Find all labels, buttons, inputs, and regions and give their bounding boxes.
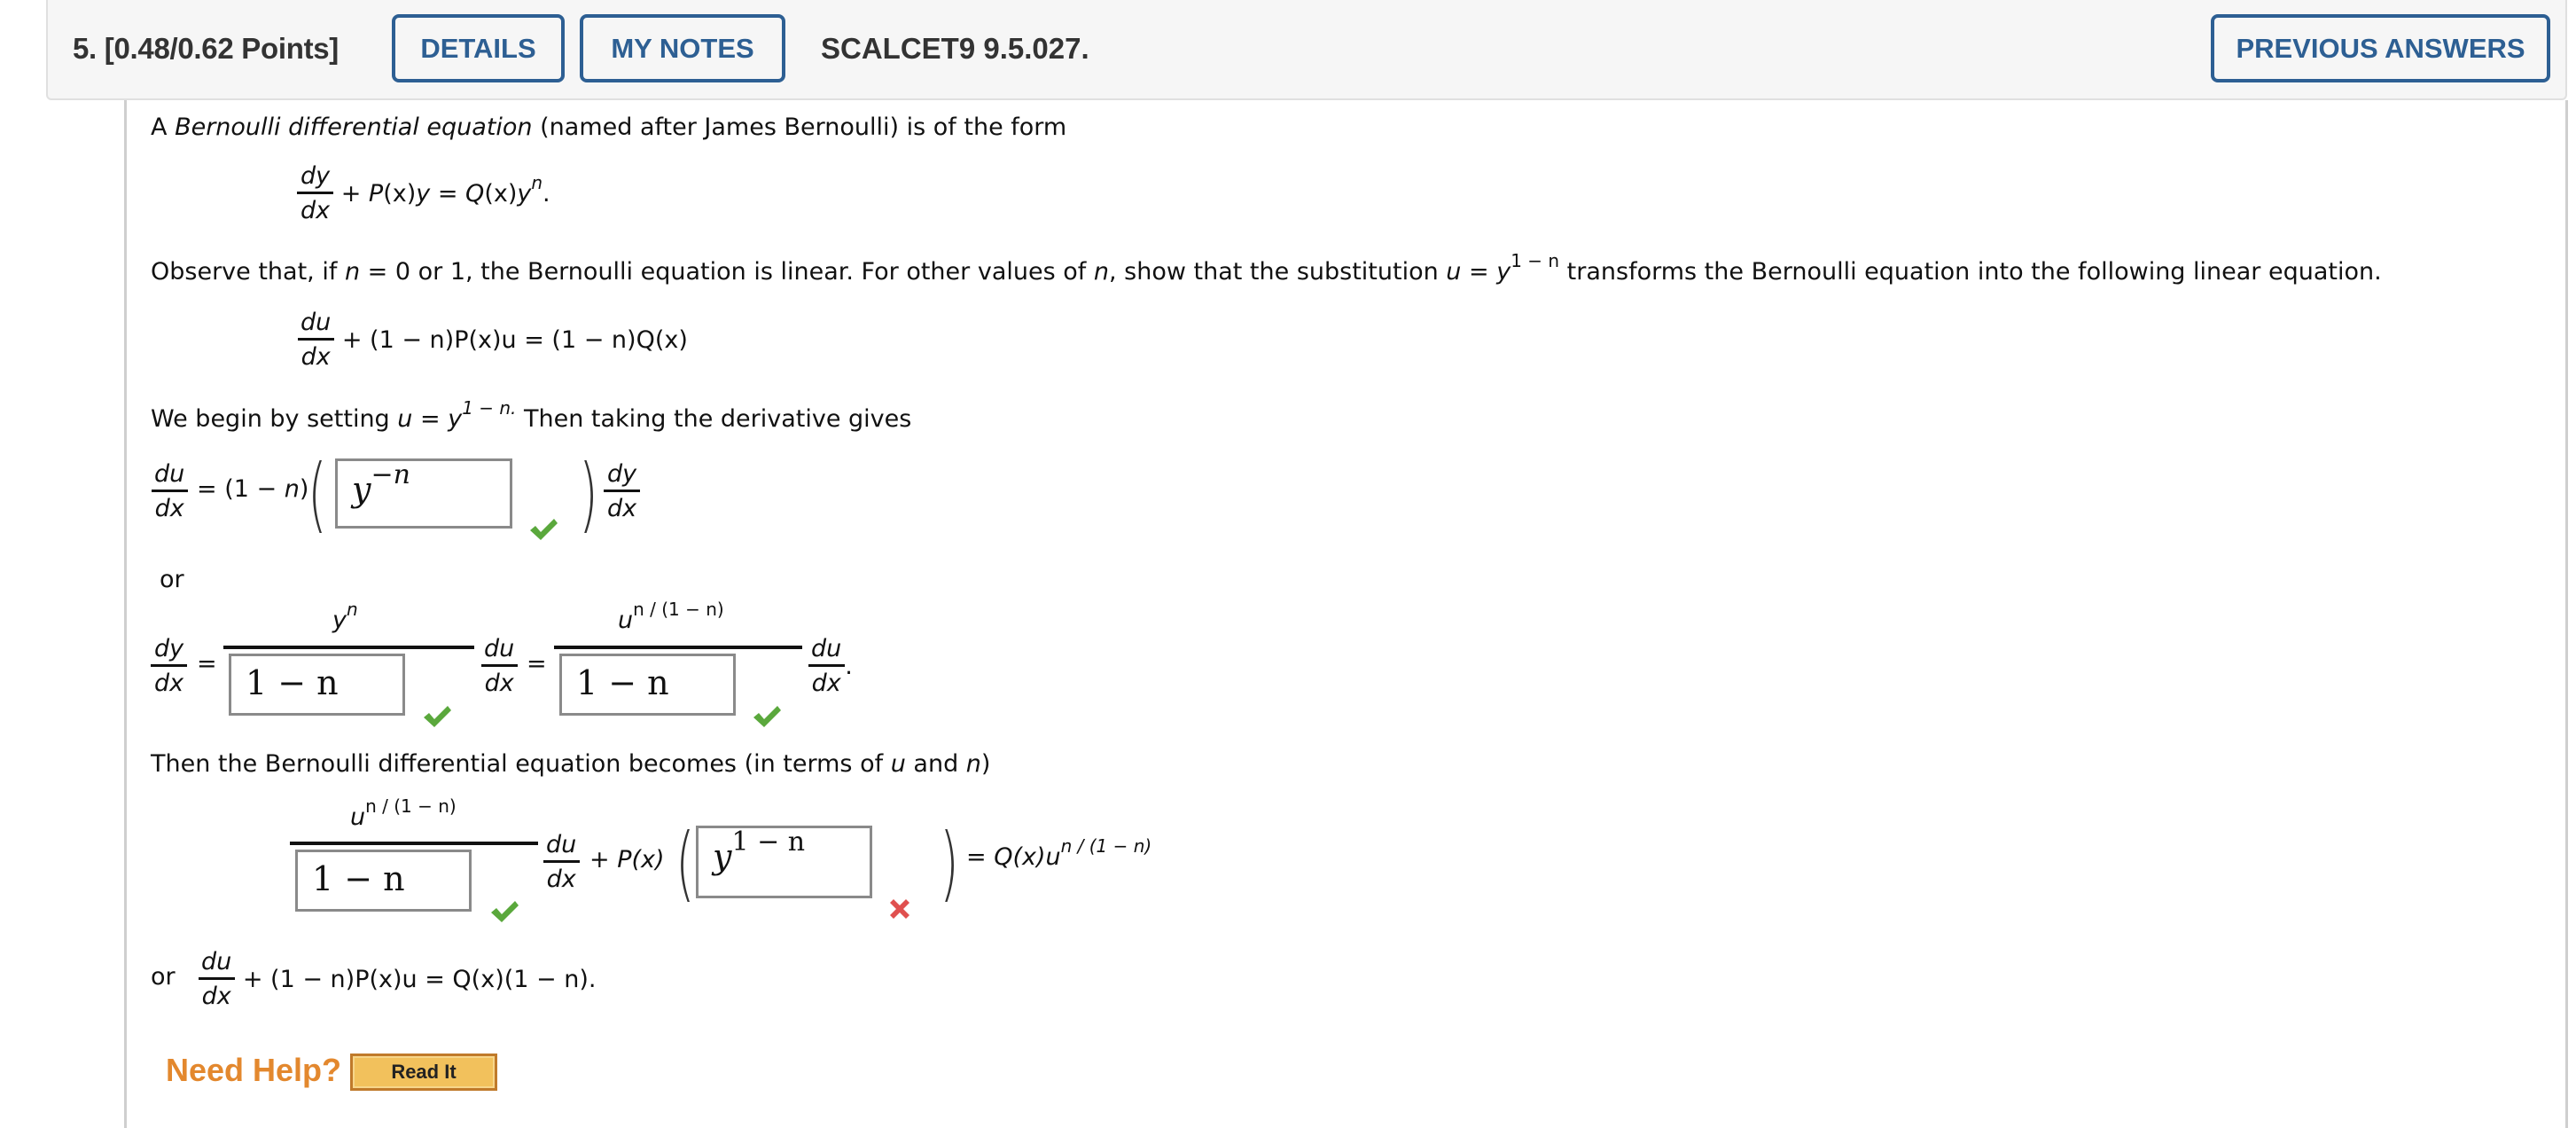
fraction-du-dx: $\frac{du}{dx}$ bbox=[480, 634, 518, 701]
open-paren: ( bbox=[308, 447, 327, 542]
derivative-lhs: $\frac{du}{dx}$ bbox=[151, 459, 188, 526]
close-paren: ) bbox=[940, 816, 959, 911]
term-bernoulli: Bernoulli differential equation bbox=[175, 114, 533, 141]
checkmark-icon bbox=[528, 516, 558, 543]
details-button[interactable]: DETAILS bbox=[392, 14, 565, 82]
checkmark-icon bbox=[489, 898, 519, 925]
content-border-right bbox=[2565, 100, 2568, 1128]
big-equation-rhs: = $Q(x)u^{n / (1 - n)}$ bbox=[966, 835, 1152, 871]
derivative-mid: = (1 − n) bbox=[197, 475, 309, 503]
cross-icon bbox=[886, 896, 913, 922]
setting-paragraph: We begin by setting $u = y^{1 - n.}$ Then taking the derivative gives bbox=[151, 397, 912, 433]
answer-input-4[interactable]: 1 − n bbox=[295, 850, 472, 912]
checkmark-icon bbox=[422, 703, 452, 730]
fraction-du-dx: $\frac{du}{dx}$ bbox=[297, 308, 334, 374]
numerator-y-n: $y^n$ bbox=[332, 599, 358, 634]
linear-equation: $\frac{du}{dx}$ + (1 − n)P(x)u = (1 − n)Q(x) bbox=[297, 308, 688, 374]
bernoulli-equation: $\frac{dy}{dx}$ + $P(x)y = Q(x)y^n$. bbox=[297, 161, 550, 228]
becomes-paragraph: Then the Bernoulli differential equation becomes (in terms of u and n) bbox=[151, 750, 991, 778]
fraction-bar bbox=[223, 646, 474, 649]
fraction-bar bbox=[554, 646, 802, 649]
checkmark-icon bbox=[752, 703, 782, 730]
equals: = bbox=[197, 650, 217, 678]
observe-paragraph: Observe that, if n = 0 or 1, the Bernoulli equation is linear. For other values of n, show that the substitution $u = y^{1 - n}$ transforms the Bernoulli equation into the following linear equation. bbox=[151, 250, 2382, 286]
or-label: or bbox=[151, 963, 176, 991]
read-it-button[interactable]: Read It bbox=[350, 1054, 497, 1091]
text: A bbox=[151, 114, 176, 141]
content-border-left bbox=[124, 100, 127, 1128]
need-help-label: Need Help? bbox=[166, 1052, 342, 1088]
fraction-bar bbox=[290, 842, 538, 845]
final-equation: $\frac{du}{dx}$ + (1 − n)P(x)u = Q(x)(1 − n). bbox=[198, 947, 596, 1014]
numerator-u-power: $u^{n / (1 - n)}$ bbox=[618, 599, 724, 634]
or-label: or bbox=[160, 566, 184, 593]
problem-code: SCALCET9 9.5.027. bbox=[821, 32, 1089, 65]
text: (named after James Bernoulli) is of the form bbox=[532, 114, 1067, 141]
fraction-du-dx: $\frac{du}{dx}$ . bbox=[808, 634, 853, 701]
answer-input-1[interactable]: $y^{-n}$ bbox=[335, 458, 512, 529]
fraction-dy-dx: $\frac{dy}{dx}$ bbox=[151, 634, 187, 701]
answer-input-5[interactable]: $y^{1 - n}$ bbox=[696, 826, 872, 898]
fraction-dy-dx: $\frac{dy}{dx}$ bbox=[297, 161, 333, 228]
previous-answers-button[interactable]: PREVIOUS ANSWERS bbox=[2211, 14, 2550, 82]
numerator-u-power: $u^{n / (1 - n)}$ bbox=[350, 795, 457, 831]
open-paren: ( bbox=[675, 816, 695, 911]
close-paren: ) bbox=[579, 447, 598, 542]
question-points-label: 5. [0.48/0.62 Points] bbox=[73, 32, 339, 65]
answer-input-3[interactable]: 1 − n bbox=[559, 654, 736, 716]
intro-paragraph bbox=[151, 114, 1066, 141]
equals: = bbox=[527, 650, 547, 678]
fraction-du-dx: $\frac{du}{dx}$ bbox=[543, 830, 580, 897]
plus-p-of-x: + P(x) bbox=[589, 846, 665, 873]
fraction-dy-dx: $\frac{dy}{dx}$ bbox=[604, 459, 640, 526]
answer-input-2[interactable]: 1 − n bbox=[229, 654, 405, 716]
my-notes-button[interactable]: MY NOTES bbox=[580, 14, 785, 82]
